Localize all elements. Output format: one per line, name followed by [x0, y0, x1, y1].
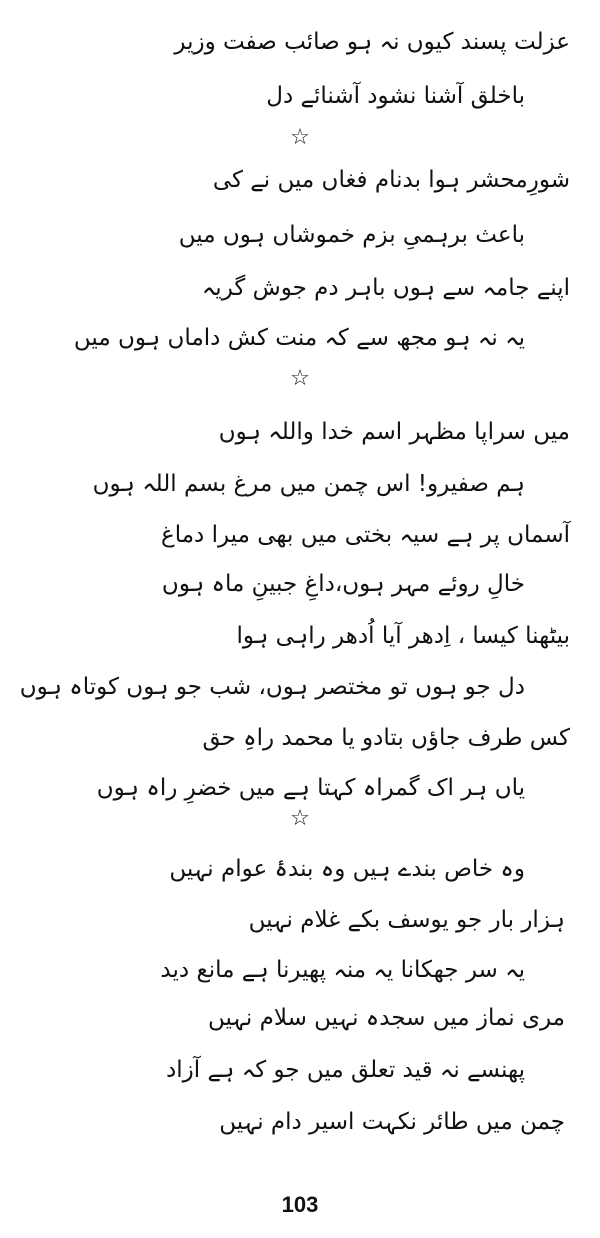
verse-line: باعث برہمیِ بزم خموشاں ہوں میں — [178, 222, 525, 248]
star-separator: ☆ — [290, 806, 310, 831]
verse-line: دل جو ہوں تو مختصر ہوں، شب جو ہوں کوتاہ ہوں — [19, 674, 525, 700]
verse-line: ہم صفیرو! اس چمن میں مرغ بسم اللہ ہوں — [92, 471, 525, 497]
verse-line: یاں ہر اک گمراہ کہتا ہے میں خضرِ راہ ہوں — [96, 775, 525, 801]
verse-line: وہ خاص بندے ہیں وہ بندۂ عوام نہیں — [169, 856, 525, 882]
verse-line: یہ نہ ہو مجھ سے کہ منت کش داماں ہوں میں — [73, 325, 525, 351]
star-separator: ☆ — [290, 125, 310, 150]
verse-line: چمن میں طائر نکہت اسیر دام نہیں — [219, 1109, 565, 1135]
verse-line: شورِمحشر ہوا بدنام فغاں میں نے کی — [212, 167, 570, 193]
verse-line: پھنسے نہ قید تعلق میں جو کہ ہے آزاد — [166, 1057, 525, 1083]
verse-line: مری نماز میں سجدہ نہیں سلام نہیں — [207, 1005, 565, 1031]
verse-line: میں سراپا مظہر اسم خدا واللہ ہوں — [218, 419, 570, 445]
verse-line: اپنے جامہ سے ہوں باہر دم جوش گریہ — [201, 275, 570, 301]
verse-line: بیٹھنا کیسا ، اِدھر آیا اُدھر راہی ہوا — [236, 623, 570, 649]
verse-line: کس طرف جاؤں بتادو یا محمد راہِ حق — [202, 725, 570, 751]
verse-line: آسماں پر ہے سیہ بختی میں بھی میرا دماغ — [160, 522, 570, 548]
verse-line: یہ سر جھکانا یہ منہ پھیرنا ہے مانع دید — [160, 957, 525, 983]
page-number: 103 — [281, 1192, 319, 1217]
verse-line: باخلق آشنا نشود آشنائے دل — [266, 83, 525, 109]
verse-line: عزلت پسند کیوں نہ ہو صائب صفت وزیر — [174, 29, 570, 55]
verse-line: ہزار بار جو یوسف بکے غلام نہیں — [248, 907, 565, 933]
verse-line: خالِ روئے مہر ہوں،داغِ جبینِ ماہ ہوں — [161, 571, 525, 597]
star-separator: ☆ — [290, 366, 310, 391]
